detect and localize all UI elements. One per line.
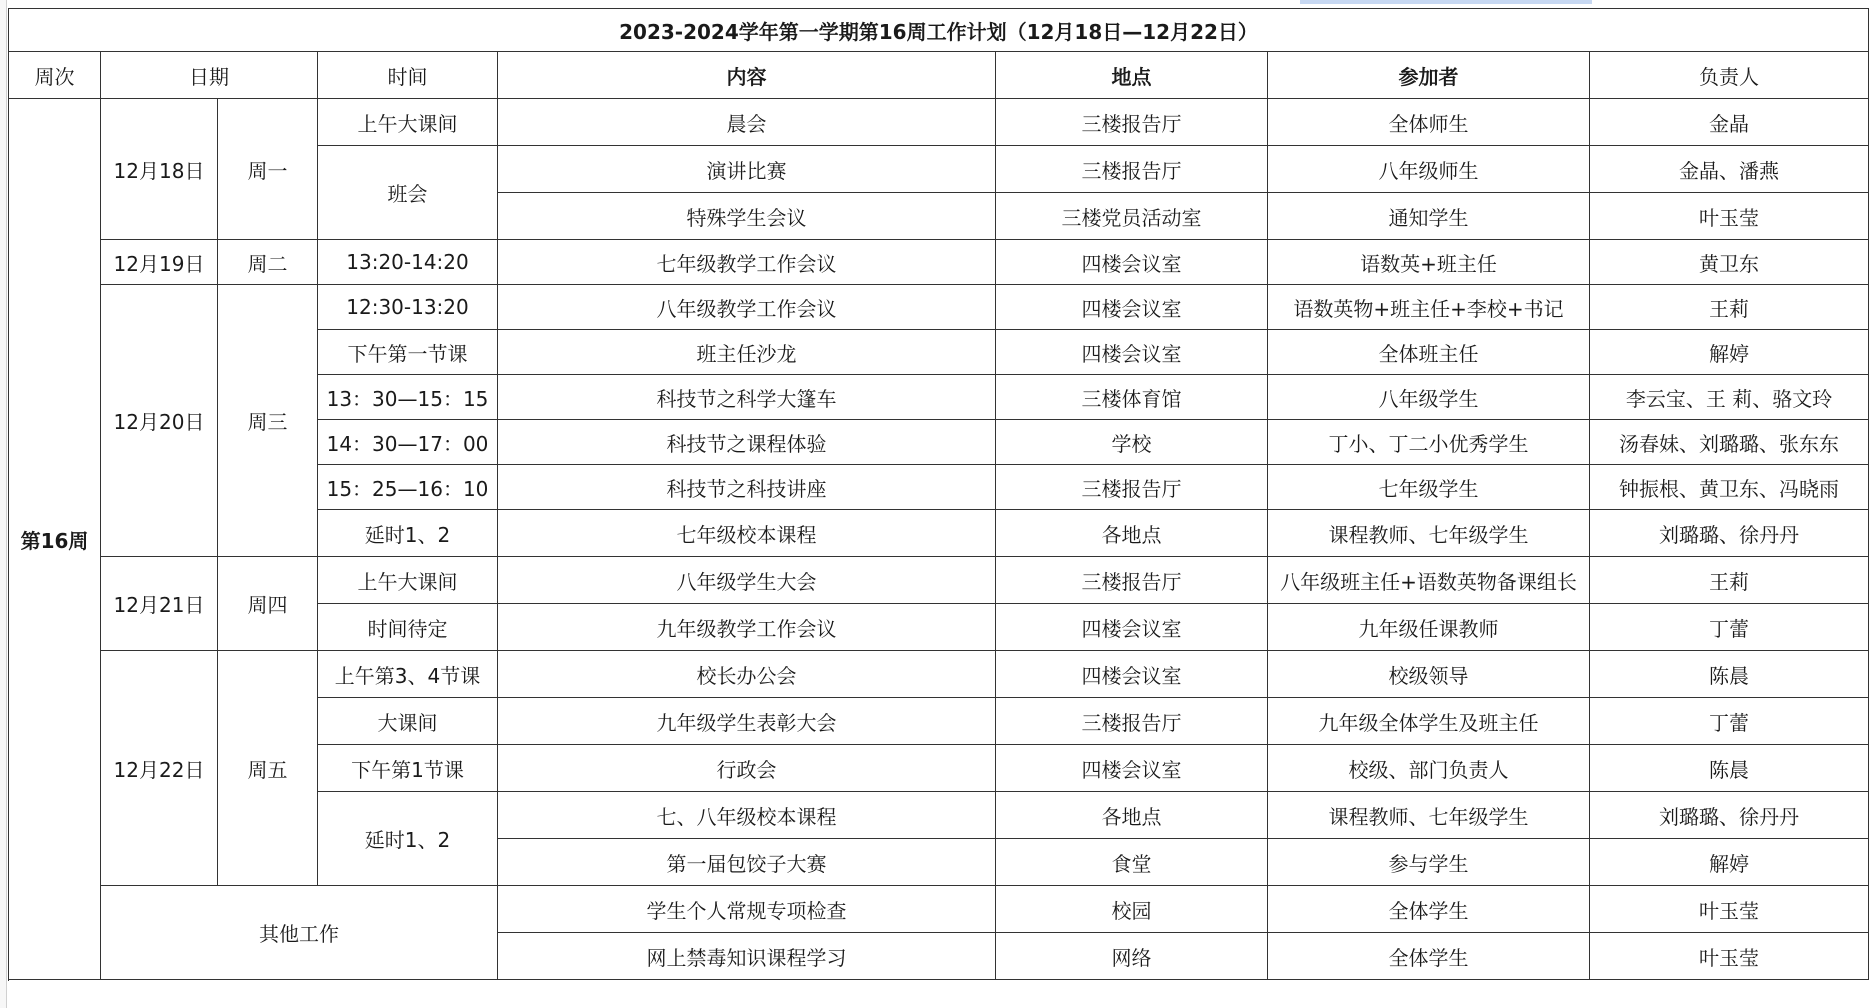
owner-cell[interactable]: 解婷 [1590,330,1869,375]
participants-cell[interactable]: 全体班主任 [1268,330,1590,375]
owner-cell[interactable]: 解婷 [1590,839,1869,886]
content-cell[interactable]: 科技节之科学大篷车 [498,375,996,420]
time-cell[interactable]: 13:20-14:20 [318,240,498,285]
table-row [9,99,1869,146]
place-cell[interactable]: 学校 [996,420,1268,465]
sheet-left-edge [0,0,7,1008]
content-cell[interactable]: 特殊学生会议 [498,193,996,240]
date-cell[interactable]: 12月22日 [101,651,218,886]
weekday-cell[interactable]: 周四 [218,557,318,651]
date-cell[interactable]: 12月20日 [101,285,218,557]
place-cell[interactable]: 三楼报告厅 [996,557,1268,604]
owner-cell[interactable]: 叶玉莹 [1590,933,1869,980]
time-cell[interactable]: 班会 [318,146,498,240]
content-cell[interactable]: 科技节之课程体验 [498,420,996,465]
week-cell[interactable]: 第16周 [9,99,101,980]
participants-cell[interactable]: 八年级学生 [1268,375,1590,420]
participants-cell[interactable]: 八年级师生 [1268,146,1590,193]
header-content[interactable]: 内容 [498,52,996,99]
table-row [9,557,1869,604]
weekday-cell[interactable]: 周一 [218,99,318,240]
header-time[interactable]: 时间 [318,52,498,99]
content-cell[interactable]: 演讲比赛 [498,146,996,193]
participants-cell[interactable]: 七年级学生 [1268,465,1590,510]
place-cell[interactable]: 三楼报告厅 [996,146,1268,193]
header-row [9,52,1869,99]
owner-cell[interactable]: 叶玉莹 [1590,886,1869,933]
participants-cell[interactable]: 丁小、丁二小优秀学生 [1268,420,1590,465]
content-cell[interactable]: 九年级教学工作会议 [498,604,996,651]
participants-cell[interactable]: 通知学生 [1268,193,1590,240]
owner-cell[interactable]: 叶玉莹 [1590,193,1869,240]
participants-cell[interactable]: 课程教师、七年级学生 [1268,510,1590,557]
content-cell[interactable]: 第一届包饺子大赛 [498,839,996,886]
owner-cell[interactable]: 陈晨 [1590,651,1869,698]
table-title[interactable]: 2023-2024学年第一学期第16周工作计划（12月18日—12月22日） [9,9,1869,52]
participants-cell[interactable]: 九年级全体学生及班主任 [1268,698,1590,745]
other-work-cell[interactable]: 其他工作 [101,886,498,980]
participants-cell[interactable]: 全体学生 [1268,933,1590,980]
place-cell[interactable]: 四楼会议室 [996,745,1268,792]
time-cell[interactable]: 13：30—15：15 [318,375,498,420]
owner-cell[interactable]: 王莉 [1590,557,1869,604]
content-cell[interactable]: 八年级学生大会 [498,557,996,604]
owner-cell[interactable]: 王莉 [1590,285,1869,330]
place-cell[interactable]: 三楼报告厅 [996,698,1268,745]
weekday-cell[interactable]: 周三 [218,285,318,557]
content-cell[interactable]: 九年级学生表彰大会 [498,698,996,745]
owner-cell[interactable]: 陈晨 [1590,745,1869,792]
weekday-cell[interactable]: 周二 [218,240,318,285]
owner-cell[interactable]: 丁蕾 [1590,604,1869,651]
participants-cell[interactable]: 校级领导 [1268,651,1590,698]
participants-cell[interactable]: 全体师生 [1268,99,1590,146]
table-row [9,886,1869,933]
header-owner[interactable]: 负责人 [1590,52,1869,99]
time-cell[interactable]: 12:30-13:20 [318,285,498,330]
header-participants[interactable]: 参加者 [1268,52,1590,99]
place-cell[interactable]: 四楼会议室 [996,330,1268,375]
place-cell[interactable]: 四楼会议室 [996,651,1268,698]
date-cell[interactable]: 12月18日 [101,99,218,240]
table-row [9,651,1869,698]
content-cell[interactable]: 七年级校本课程 [498,510,996,557]
owner-cell[interactable]: 刘璐璐、徐丹丹 [1590,510,1869,557]
place-cell[interactable]: 四楼会议室 [996,604,1268,651]
content-cell[interactable]: 行政会 [498,745,996,792]
header-place[interactable]: 地点 [996,52,1268,99]
owner-cell[interactable]: 钟振根、黄卫东、冯晓雨 [1590,465,1869,510]
time-cell[interactable]: 大课间 [318,698,498,745]
time-cell[interactable]: 延时1、2 [318,792,498,886]
time-cell[interactable]: 延时1、2 [318,510,498,557]
time-cell[interactable]: 下午第一节课 [318,330,498,375]
time-cell[interactable]: 上午大课间 [318,99,498,146]
table-row [9,240,1869,285]
participants-cell[interactable]: 九年级任课教师 [1268,604,1590,651]
content-cell[interactable]: 七、八年级校本课程 [498,792,996,839]
place-cell[interactable]: 三楼报告厅 [996,99,1268,146]
content-cell[interactable]: 七年级教学工作会议 [498,240,996,285]
place-cell[interactable]: 各地点 [996,510,1268,557]
table-row [9,285,1869,330]
date-cell[interactable]: 12月21日 [101,557,218,651]
owner-cell[interactable]: 汤春妹、刘璐璐、张东东 [1590,420,1869,465]
owner-cell[interactable]: 黄卫东 [1590,240,1869,285]
participants-cell[interactable]: 语数英物+班主任+李校+书记 [1268,285,1590,330]
place-cell[interactable]: 四楼会议室 [996,285,1268,330]
owner-cell[interactable]: 金晶、潘燕 [1590,146,1869,193]
selection-highlight [1300,0,1592,4]
place-cell[interactable]: 三楼报告厅 [996,465,1268,510]
content-cell[interactable]: 网上禁毒知识课程学习 [498,933,996,980]
participants-cell[interactable]: 课程教师、七年级学生 [1268,792,1590,839]
content-cell[interactable]: 学生个人常规专项检查 [498,886,996,933]
place-cell[interactable]: 四楼会议室 [996,240,1268,285]
content-cell[interactable]: 班主任沙龙 [498,330,996,375]
place-cell[interactable]: 校园 [996,886,1268,933]
participants-cell[interactable]: 参与学生 [1268,839,1590,886]
place-cell[interactable]: 食堂 [996,839,1268,886]
time-cell[interactable]: 上午第3、4节课 [318,651,498,698]
content-cell[interactable]: 八年级教学工作会议 [498,285,996,330]
time-cell[interactable]: 时间待定 [318,604,498,651]
content-cell[interactable]: 晨会 [498,99,996,146]
content-cell[interactable]: 校长办公会 [498,651,996,698]
owner-cell[interactable]: 李云宝、王 莉、骆文玲 [1590,375,1869,420]
participants-cell[interactable]: 校级、部门负责人 [1268,745,1590,792]
weekday-cell[interactable]: 周五 [218,651,318,886]
place-cell[interactable]: 三楼体育馆 [996,375,1268,420]
place-cell[interactable]: 三楼党员活动室 [996,193,1268,240]
owner-cell[interactable]: 刘璐璐、徐丹丹 [1590,792,1869,839]
time-cell[interactable]: 14：30—17：00 [318,420,498,465]
work-plan-table [8,8,1869,980]
time-cell[interactable]: 15：25—16：10 [318,465,498,510]
time-cell[interactable]: 上午大课间 [318,557,498,604]
owner-cell[interactable]: 金晶 [1590,99,1869,146]
place-cell[interactable]: 网络 [996,933,1268,980]
participants-cell[interactable]: 八年级班主任+语数英物备课组长 [1268,557,1590,604]
content-cell[interactable]: 科技节之科技讲座 [498,465,996,510]
header-date[interactable]: 日期 [101,52,318,99]
owner-cell[interactable]: 丁蕾 [1590,698,1869,745]
place-cell[interactable]: 各地点 [996,792,1268,839]
time-cell[interactable]: 下午第1节课 [318,745,498,792]
date-cell[interactable]: 12月19日 [101,240,218,285]
participants-cell[interactable]: 语数英+班主任 [1268,240,1590,285]
participants-cell[interactable]: 全体学生 [1268,886,1590,933]
header-week[interactable]: 周次 [9,52,101,99]
